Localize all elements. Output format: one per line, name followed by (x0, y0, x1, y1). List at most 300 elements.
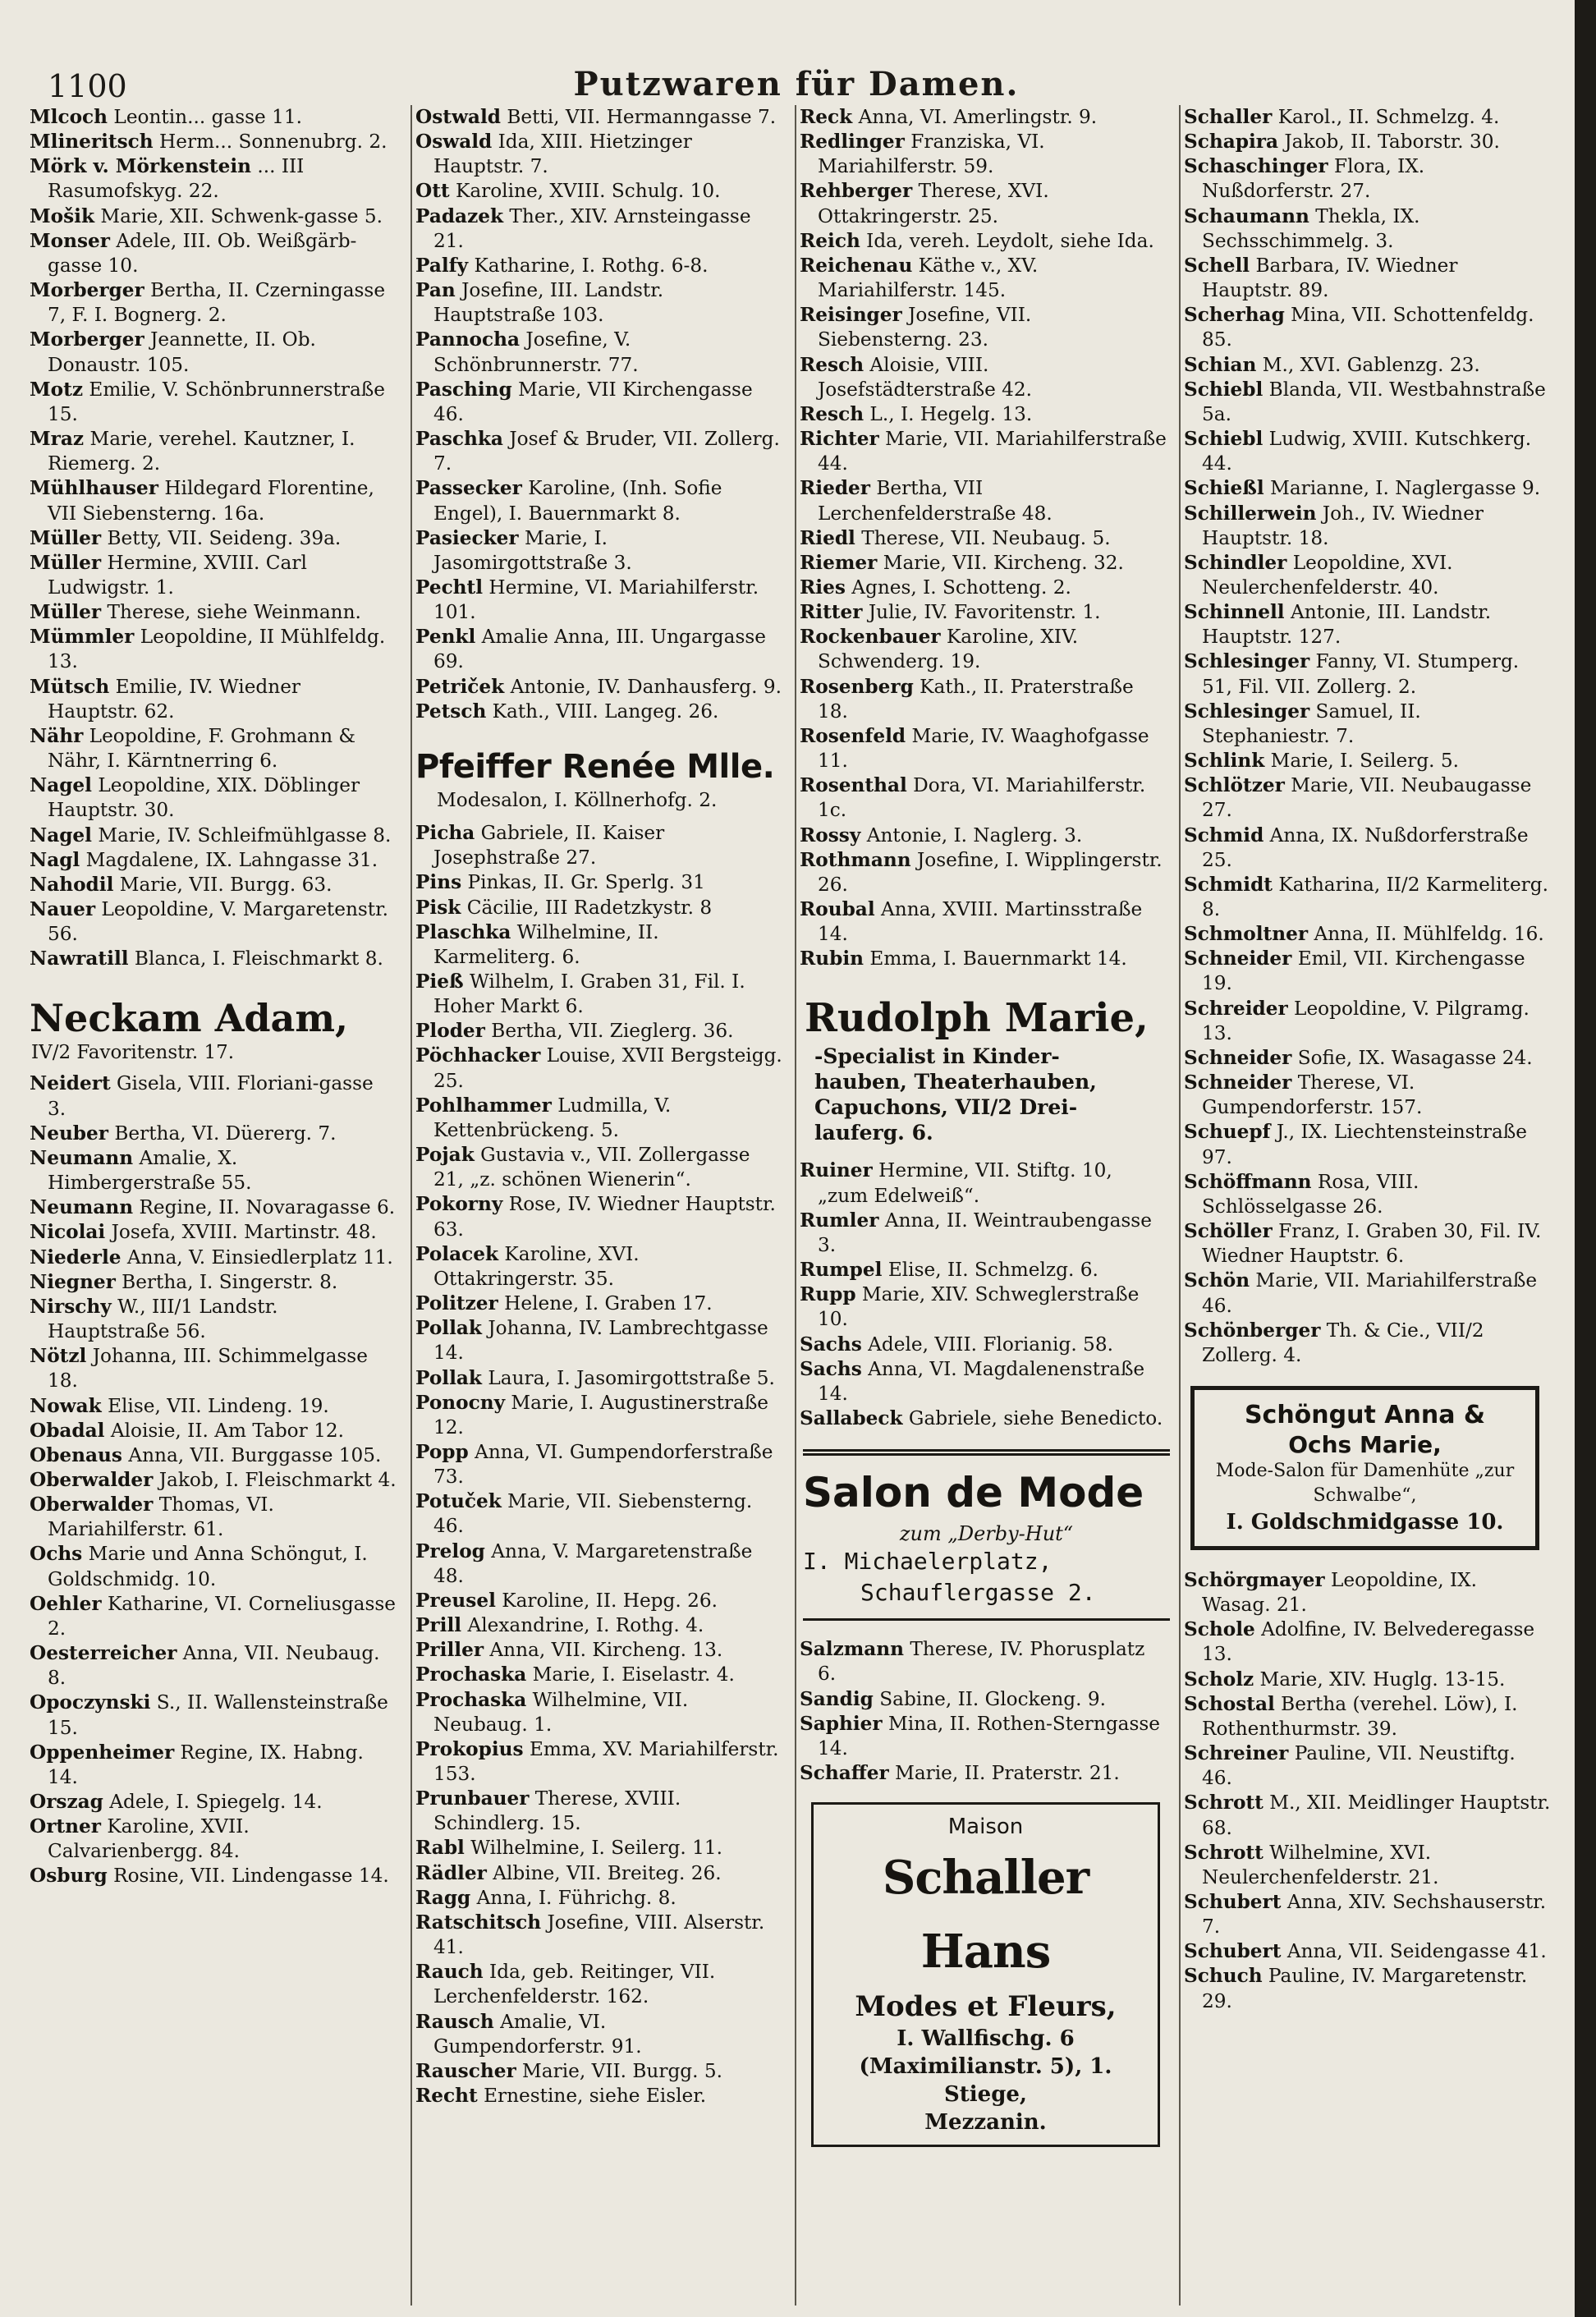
entry-name: Schapira (1184, 131, 1279, 154)
directory-entry (26, 1270, 400, 1295)
directory-entry (26, 600, 400, 625)
entry-text: Ida, vereh. Leydolt, siehe Ida. (860, 229, 1154, 252)
directory-entry (412, 1836, 786, 1860)
entry-name: Rothmann (800, 848, 911, 871)
directory-entry (796, 1333, 1170, 1357)
entry-text: Anna, VI. Gumpendorferstraße 73. (433, 1440, 773, 1489)
entry-text: Rosa, VIII. Schlösselgasse 26. (1202, 1170, 1419, 1218)
directory-entry (1181, 551, 1554, 600)
entry-text: Marie, verehel. Kautzner, I. Riemerg. 2. (48, 428, 355, 475)
entry-name: Rausch (415, 2010, 494, 2033)
directory-entry (412, 576, 786, 625)
directory-entry (1181, 1692, 1554, 1741)
directory-entry (26, 1641, 400, 1691)
directory-entry (412, 896, 786, 920)
directory-entry (26, 130, 400, 154)
directory-entry (26, 897, 400, 947)
directory-entry (412, 1094, 786, 1143)
entry-text: Betti, VII. Hermanngasse 7. (500, 106, 777, 128)
entry-name: Schön (1184, 1269, 1250, 1292)
entry-text: Josefine, VIII. Alserstr. 41. (433, 1911, 765, 1959)
entry-name: Schneider (1184, 947, 1292, 970)
entry-text: Leopoldine, IX. Wasag. 21. (1202, 1568, 1477, 1617)
entry-name: Nagel (30, 824, 92, 847)
directory-entry (26, 526, 400, 551)
entry-text: Hermine, XVIII. Carl Ludwigstr. 1. (48, 551, 307, 599)
directory-entry (26, 724, 400, 773)
directory-entry (796, 675, 1170, 724)
entry-text: Leopoldine, V. Margaretenstr. 56. (48, 898, 389, 946)
entry-text: Therese, VII. Neubaug. 5. (855, 526, 1111, 549)
entry-text: Emilie, IV. Wiedner Hauptstr. 62. (48, 675, 301, 723)
entry-name: Nagl (30, 848, 80, 871)
directory-entry (1181, 1219, 1554, 1269)
directory-entry (412, 675, 786, 700)
featured-line: lauferg. 6. (814, 1121, 933, 1145)
entry-text: Marie und Anna Schöngut, I. Goldschmidg. 10. (48, 1543, 368, 1590)
entry-text: Sofie, IX. Wasagasse 24. (1291, 1046, 1533, 1069)
entry-text: Therese, XVI. Ottakringerstr. 25. (818, 180, 1049, 227)
entry-name: Rosenberg (800, 675, 914, 698)
entry-text: Johanna, III. Schimmelgasse 18. (48, 1345, 368, 1392)
directory-entry (26, 1295, 400, 1344)
entry-name: Ponocny (415, 1391, 506, 1414)
entry-text: Samuel, II. Stephaniestr. 7. (1202, 700, 1421, 747)
directory-columns (26, 105, 1562, 2306)
entry-name: Ruiner (800, 1159, 873, 1182)
directory-entry (26, 1344, 400, 1393)
directory-entry (412, 378, 786, 427)
directory-entry (26, 947, 400, 971)
directory-entry (412, 821, 786, 870)
entry-name: Rädler (415, 1861, 487, 1884)
directory-entry (412, 2010, 786, 2059)
entry-text: Therese, VI. Gumpendorferstr. 157. (1202, 1071, 1423, 1119)
entry-name: Picha (415, 822, 475, 845)
entry-name: Sandig (800, 1687, 874, 1710)
entry-text: Karoline, II. Hepg. 26. (495, 1589, 718, 1612)
entry-name: Niederle (30, 1246, 122, 1269)
entry-text: Mina, VII. Schottenfeldg. 85. (1202, 304, 1534, 351)
directory-entry (412, 1440, 786, 1489)
entry-text: Amalie Anna, III. Ungargasse 69. (433, 626, 766, 673)
entry-text: Wilhelm, I. Graben 31, Fil. I. Hoher Markt 6. (433, 970, 745, 1018)
directory-entry (412, 1960, 786, 2009)
entry-name: Neumann (30, 1196, 134, 1219)
entry-name: Pisk (415, 896, 461, 919)
ad-kicker: Maison (947, 1815, 1024, 1840)
entry-name: Rupp (800, 1283, 856, 1306)
directory-entry (26, 848, 400, 873)
entry-text: Karoline, XVI. Ottakringerstr. 35. (433, 1242, 640, 1290)
ad-title: Salon de Mode (803, 1469, 1144, 1517)
entry-name: Neumann (30, 1146, 134, 1169)
directory-entry (412, 2084, 786, 2108)
entry-text: Regine, IX. Habng. 14. (48, 1741, 364, 1788)
entry-text: Marie, XII. Schwenk-gasse 5. (94, 204, 383, 227)
directory-entry (796, 1258, 1170, 1282)
directory-entry (412, 1787, 786, 1836)
entry-text: Josef & Bruder, VII. Zollerg. 7. (433, 428, 780, 475)
ad-line: Modes et Fleurs, (855, 1990, 1117, 2024)
entry-text: Leopoldine, XIX. Döblinger Hauptstr. 30. (48, 774, 360, 822)
entry-text: Dora, VI. Mariahilferstr. 1c. (818, 774, 1146, 822)
entry-name: Schlesinger (1184, 650, 1310, 673)
directory-entry (412, 328, 786, 377)
entry-text: Amalie, X. Himbergerstraße 55. (48, 1146, 252, 1195)
entry-text: Marie, I. Augustinerstraße 12. (433, 1391, 769, 1438)
entry-text: Leopoldine, XVI. Neulerchenfelderstr. 40. (1202, 551, 1453, 599)
directory-entry (1181, 1939, 1554, 1964)
directory-entry (26, 1864, 400, 1888)
directory-entry (1181, 154, 1554, 204)
directory-entry (26, 1146, 400, 1195)
entry-name: Schillerwein (1184, 502, 1317, 525)
entry-name: Ragg (415, 1886, 471, 1909)
entry-name: Rockenbauer (800, 626, 941, 649)
entry-text: Anna, VII. Neubaug. 8. (48, 1642, 380, 1690)
entry-text: Pauline, VII. Neustiftg. 46. (1202, 1742, 1516, 1790)
entry-text: Bertha, II. Czerningasse 7, F. I. Bognerg. 2. (48, 279, 386, 327)
entry-text: Bertha (verehel. Löw), I. Rothenthurmstr. 39. (1202, 1692, 1518, 1740)
directory-entry (796, 773, 1170, 823)
entry-text: Marie, XIV. Schweglerstraße 10. (818, 1283, 1140, 1331)
entry-text: Therese, siehe Weinmann. (101, 601, 361, 624)
featured-entry-pfeiffer (412, 746, 786, 813)
entry-text: Aloisie, II. Am Tabor 12. (104, 1419, 344, 1442)
entry-name: Petsch (415, 700, 487, 723)
entry-name: Ratschitsch (415, 1911, 542, 1934)
directory-entry (796, 625, 1170, 674)
directory-entry (412, 1044, 786, 1093)
directory-entry (412, 920, 786, 970)
entry-name: Schreider (1184, 997, 1288, 1020)
directory-entry (26, 1592, 400, 1641)
entry-name: Redlinger (800, 131, 905, 154)
entry-name: Resch (800, 353, 864, 376)
entry-name: Schuch (1184, 1965, 1263, 1988)
entry-name: Ritter (800, 601, 863, 624)
entry-text: Gisela, VIII. Floriani-gasse 3. (48, 1072, 374, 1120)
entry-name: Nawratill (30, 947, 129, 970)
directory-entry (412, 1192, 786, 1241)
entry-name: Priller (415, 1639, 484, 1662)
entry-name: Prelog (415, 1539, 485, 1562)
ad-title: Schaller Hans (882, 1851, 1089, 1980)
entry-name: Rosenthal (800, 774, 907, 797)
entry-name: Reck (800, 106, 853, 128)
directory-entry (26, 1419, 400, 1443)
directory-entry (26, 278, 400, 328)
entry-text: Marie, I. Eiselastr. 4. (526, 1663, 735, 1686)
entry-name: Schöller (1184, 1220, 1273, 1243)
entry-name: Schrott (1184, 1841, 1264, 1864)
entry-name: Prokopius (415, 1737, 524, 1760)
ad-address-line: Schauflergasse 2. (860, 1579, 1096, 1607)
directory-entry (26, 773, 400, 823)
directory-entry (412, 1737, 786, 1787)
directory-entry (26, 204, 400, 229)
directory-entry (412, 1242, 786, 1292)
directory-entry (412, 526, 786, 576)
entry-text: Marie, VII. Kircheng. 32. (877, 551, 1124, 574)
entry-text: Rose, IV. Wiedner Hauptstr. 63. (433, 1193, 776, 1241)
directory-entry (26, 1071, 400, 1121)
entry-name: Pasching (415, 378, 512, 401)
directory-entry (796, 1158, 1170, 1208)
entry-name: Schrott (1184, 1792, 1264, 1815)
entry-name: Penkl (415, 626, 476, 649)
ad-title: Schöngut Anna & (1244, 1400, 1486, 1429)
entry-name: Schostal (1184, 1692, 1275, 1715)
entry-text: Leopoldine, F. Grohmann & Nähr, I. Kärntnerring 6. (48, 724, 356, 773)
entry-name: Osburg (30, 1865, 108, 1888)
entry-text: Katharina, II/2 Karmeliterg. 8. (1202, 873, 1548, 920)
entry-name: Orszag (30, 1791, 103, 1813)
entry-name: Scholz (1184, 1668, 1254, 1691)
entry-text: Hermine, VI. Mariahilferstr. 101. (433, 576, 759, 624)
entry-text: Antonie, III. Landstr. Hauptstr. 127. (1202, 601, 1492, 649)
page-header (25, 62, 1568, 111)
entry-text: Elise, VII. Lindeng. 19. (101, 1394, 329, 1417)
entry-text: Ernestine, siehe Eisler. (477, 2085, 707, 2108)
entry-text: Adele, VIII. Florianig. 58. (861, 1333, 1113, 1356)
entry-name: Pieß (415, 970, 464, 993)
entry-name: Schole (1184, 1618, 1255, 1641)
entry-name: Schlesinger (1184, 700, 1310, 723)
entry-name: Ortner (30, 1815, 101, 1838)
entry-name: Mošik (30, 204, 95, 227)
entry-text: Hermine, VII. Stiftg. 10, „zum Edelweiß“. (818, 1159, 1112, 1207)
entry-text: Leopoldine, II Mühlfeldg. 13. (48, 626, 386, 673)
entry-name: Salzmann (800, 1638, 905, 1661)
entry-text: Josefine, V. Schönbrunnerstr. 77. (433, 328, 639, 376)
entry-name: Mühlhauser (30, 477, 158, 500)
entry-text: Wilhelmine, I. Seilerg. 11. (464, 1837, 722, 1860)
entry-name: Riemer (800, 551, 878, 574)
directory-entry (1181, 303, 1554, 352)
directory-entry (796, 1282, 1170, 1332)
entry-name: Pollak (415, 1317, 482, 1340)
directory-entry (796, 1687, 1170, 1712)
entry-name: Schneider (1184, 1071, 1292, 1094)
directory-entry (412, 1391, 786, 1440)
entry-text: Antonie, I. Naglerg. 3. (860, 824, 1083, 847)
directory-entry (26, 551, 400, 600)
entry-text: Kath., II. Praterstraße 18. (818, 675, 1134, 723)
column-2 (410, 105, 786, 2306)
directory-entry (1181, 749, 1554, 773)
entry-text: Hildegard Florentine, VII Siebensterng. 16a. (48, 477, 374, 525)
entry-text: Betty, VII. Seideng. 39a. (101, 526, 342, 549)
directory-entry (412, 105, 786, 130)
directory-entry (26, 476, 400, 525)
entry-text: Rosine, VII. Lindengasse 14. (107, 1865, 389, 1888)
entry-text: Gabriele, II. Kaiser Josephstraße 27. (433, 822, 665, 869)
directory-entry (412, 1638, 786, 1663)
directory-entry (1181, 947, 1554, 996)
directory-entry (412, 278, 786, 328)
entry-text: Karol., II. Schmelzg. 4. (1272, 106, 1500, 128)
entry-name: Rumler (800, 1209, 879, 1232)
entry-name: Pohlhammer (415, 1094, 552, 1117)
directory-entry (796, 353, 1170, 402)
entry-name: Ostwald (415, 106, 501, 128)
entry-name: Preusel (415, 1589, 496, 1612)
directory-entry (796, 824, 1170, 848)
entry-text: Laura, I. Jasomirgottstraße 5. (482, 1366, 775, 1389)
entry-text: Joh., IV. Wiedner Hauptstr. 18. (1202, 502, 1484, 549)
entry-name: Oberwalder (30, 1468, 154, 1491)
entry-text: M., XII. Meidlinger Hauptstr. 68. (1202, 1792, 1551, 1839)
entry-name: Sachs (800, 1333, 862, 1356)
entry-name: Oppenheimer (30, 1741, 175, 1764)
entry-text: Cäcilie, III Radetzkystr. 8 (461, 896, 713, 919)
entry-text: Anna, II. Weintraubengasse 3. (818, 1209, 1152, 1256)
directory-entry (1181, 873, 1554, 922)
directory-entry (26, 1443, 400, 1468)
entry-name: Roubal (800, 898, 875, 920)
directory-entry (412, 1688, 786, 1737)
entry-name: Sachs (800, 1357, 862, 1380)
entry-text: Alexandrine, I. Rothg. 4. (461, 1614, 704, 1637)
entry-name: Obenaus (30, 1443, 122, 1466)
directory-entry (412, 1663, 786, 1687)
entry-text: S., II. Wallensteinstraße 15. (48, 1691, 388, 1739)
entry-text: W., III/1 Landstr. Hauptstraße 56. (48, 1295, 278, 1343)
entry-text: Leontin... gasse 11. (108, 106, 303, 128)
directory-entry (796, 303, 1170, 352)
entry-name: Mlcoch (30, 106, 108, 128)
directory-entry (796, 947, 1170, 971)
entry-text: Katharine, VI. Corneliusgasse 2. (48, 1592, 397, 1640)
directory-entry (1181, 997, 1554, 1046)
directory-entry (26, 625, 400, 674)
entry-text: Bertha, VI. Düererg. 7. (108, 1122, 337, 1145)
entry-text: Franz, I. Graben 30, Fil. IV. Wiedner Hauptstr. 6. (1202, 1220, 1542, 1268)
entry-text: Emil, VII. Kirchengasse 19. (1202, 947, 1525, 995)
entry-text: Anna, I. Führichg. 8. (470, 1886, 676, 1909)
entry-name: Rabl (415, 1837, 465, 1860)
entry-text: Magdalene, IX. Lahngasse 31. (80, 848, 378, 871)
entry-text: Emma, I. Bauernmarkt 14. (864, 947, 1127, 970)
directory-entry (26, 1220, 400, 1245)
directory-entry (26, 1394, 400, 1419)
directory-entry (1181, 353, 1554, 378)
entry-text: Flora, IX. Nußdorferstr. 27. (1202, 155, 1425, 203)
directory-entry (26, 1246, 400, 1270)
entry-name: Pojak (415, 1144, 475, 1167)
directory-entry (412, 1613, 786, 1638)
entry-text: Wilhelmine, II. Karmeliterg. 6. (433, 920, 659, 968)
entry-text: Herm... Sonnenubrg. 2. (153, 131, 388, 154)
directory-entry (1181, 1319, 1554, 1368)
directory-entry (1181, 1269, 1554, 1318)
entry-name: Schindler (1184, 551, 1287, 574)
featured-line: -Specialist in Kinder- (814, 1044, 1060, 1069)
directory-entry (412, 179, 786, 204)
directory-entry (1181, 502, 1554, 551)
directory-entry (412, 625, 786, 674)
entry-name: Polacek (415, 1242, 499, 1265)
entry-name: Mraz (30, 428, 85, 451)
directory-entry (796, 179, 1170, 228)
entry-name: Petriček (415, 675, 505, 698)
entry-name: Recht (415, 2085, 478, 2108)
entry-text: Marie, VII. Mariahilferstraße 46. (1202, 1269, 1538, 1317)
entry-name: Rauch (415, 1961, 484, 1984)
directory-entry (796, 402, 1170, 427)
entry-text: Louise, XVII Bergsteigg. 25. (433, 1044, 782, 1092)
directory-entry (26, 824, 400, 848)
directory-entry (26, 229, 400, 278)
directory-entry (1181, 1791, 1554, 1840)
entry-text: M., XVI. Gablenzg. 23. (1256, 353, 1480, 376)
featured-name: Pfeiffer Renée Mlle. (415, 747, 775, 786)
entry-name: Pins (415, 871, 462, 894)
entry-name: Mütsch (30, 675, 110, 698)
entry-name: Mümmler (30, 626, 135, 649)
directory-entry (26, 873, 400, 897)
entry-text: Thekla, IX. Sechsschimmelg. 3. (1202, 204, 1420, 252)
entry-name: Schaschinger (1184, 155, 1328, 178)
entry-text: Adele, III. Ob. Weißgärb-gasse 10. (48, 229, 357, 277)
entry-text: Anna, II. Mühlfeldg. 16. (1308, 923, 1544, 946)
entry-text: Katharine, I. Rothg. 6-8. (468, 254, 709, 277)
directory-entry (412, 254, 786, 278)
entry-name: Schaffer (800, 1761, 889, 1784)
directory-entry (1181, 204, 1554, 254)
entry-name: Riedl (800, 526, 855, 549)
entry-text: Sabine, II. Glockeng. 9. (873, 1687, 1106, 1710)
column-3 (795, 105, 1170, 2306)
entry-name: Müller (30, 601, 102, 624)
entry-name: Ochs (30, 1543, 83, 1566)
entry-text: Therese, XVIII. Schindlerg. 15. (433, 1787, 681, 1835)
entry-text: Ida, geb. Reitinger, VII. Lerchenfelderstr. 162. (433, 1961, 716, 2008)
entry-name: Pöchhacker (415, 1044, 541, 1067)
directory-entry (26, 328, 400, 377)
entry-text: Elise, II. Schmelzg. 6. (882, 1259, 1098, 1282)
entry-text: Anna, VI. Magdalenenstraße 14. (818, 1357, 1145, 1405)
entry-name: Schöffmann (1184, 1170, 1312, 1193)
directory-entry (26, 1195, 400, 1220)
directory-entry (26, 427, 400, 476)
entry-name: Schmidt (1184, 873, 1273, 896)
entry-text: Anna, VII. Seidengasse 41. (1281, 1940, 1547, 1963)
entry-name: Pokorny (415, 1193, 503, 1216)
directory-entry (796, 130, 1170, 179)
entry-name: Rehberger (800, 180, 913, 203)
entry-name: Potuček (415, 1490, 502, 1513)
entry-text: Karoline, XIV. Schwenderg. 19. (818, 626, 1079, 673)
directory-entry (1181, 1890, 1554, 1939)
entry-name: Nagel (30, 774, 92, 797)
entry-name: Oberwalder (30, 1493, 154, 1516)
entry-name: Richter (800, 428, 879, 451)
directory-entry (26, 675, 400, 724)
entry-text: Marie, IV. Waaghofgasse 11. (818, 724, 1149, 773)
featured-line: Capuchons, VII/2 Drei- (814, 1095, 1078, 1120)
entry-name: Schießl (1184, 477, 1264, 500)
directory-entry (412, 1911, 786, 1960)
entry-name: Nahodil (30, 873, 114, 896)
directory-entry (26, 1542, 400, 1591)
entry-name: Paschka (415, 428, 503, 451)
entry-name: Monser (30, 229, 111, 252)
directory-entry (796, 551, 1170, 576)
entry-name: Neuber (30, 1122, 108, 1145)
